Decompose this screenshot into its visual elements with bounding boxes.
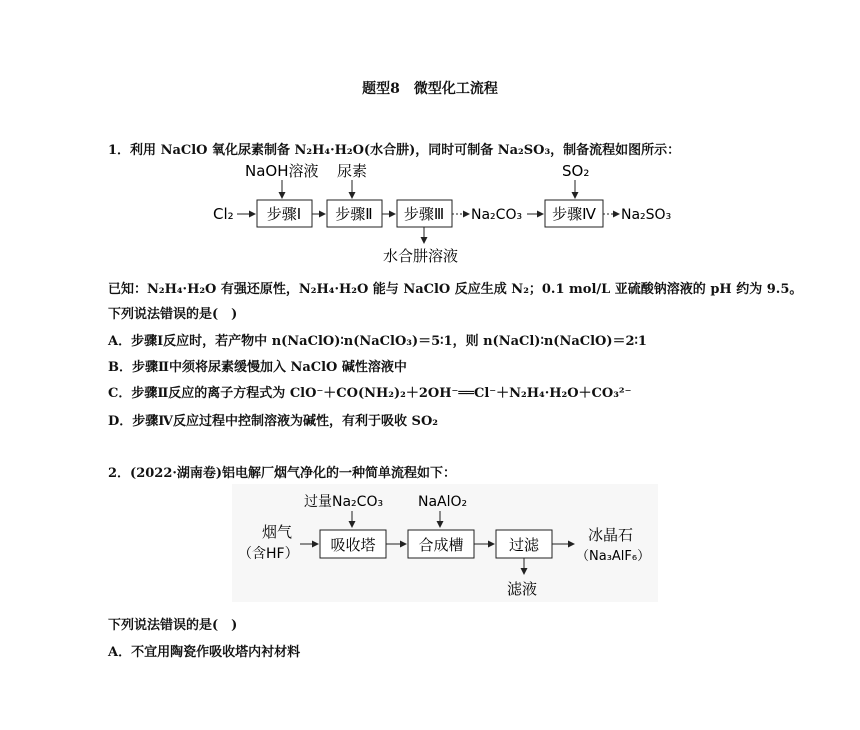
q1-product-na2so3: Na₂SO₃ <box>621 207 672 223</box>
q1-flow-diagram <box>205 158 685 272</box>
q2-prompt: 下列说法错误的是( ) <box>108 618 238 633</box>
q1-prompt: 下列说法错误的是( ) <box>108 307 238 322</box>
q2-box-filter-label: 过滤 <box>508 536 540 554</box>
q1-stem: 1．利用 NaClO 氧化尿素制备 N₂H₄·H₂O(水合肼)，同时可制备 Na₂SO₃，制备流程如图所示： <box>108 143 681 158</box>
q1-option-c: C．步骤Ⅱ反应的离子方程式为 ClO⁻＋CO(NH₂)₂＋2OH⁻══Cl⁻＋N₂H₄·H₂O＋CO₃²⁻ <box>108 386 632 401</box>
q1-output-hydrazine: 水合肼溶液 <box>383 247 459 265</box>
q1-option-a: A．步骤Ⅰ反应时，若产物中 n(NaClO)∶n(NaClO₃)＝5∶1，则 n(NaCl)∶n(NaClO)＝2∶1 <box>108 334 647 349</box>
q1-step4-label: 步骤Ⅳ <box>552 205 596 223</box>
q2-gas-sublabel: （含HF） <box>238 546 299 562</box>
q1-known: 已知：N₂H₄·H₂O 有强还原性，N₂H₄·H₂O 能与 NaClO 反应生成 N₂；0.1 mol/L 亚硫酸钠溶液的 pH 约为 9.5。 <box>108 282 803 297</box>
q1-start-cl2: Cl₂ <box>213 205 234 223</box>
q2-box-synth-label: 合成槽 <box>418 536 464 554</box>
q1-input-naoh: NaOH溶液 <box>245 162 319 180</box>
q1-step3-label: 步骤Ⅲ <box>403 205 445 223</box>
q2-box-absorber-label: 吸收塔 <box>330 536 376 554</box>
q1-mid-na2co3: Na₂CO₃ <box>471 207 523 223</box>
q2-option-a: A．不宜用陶瓷作吸收塔内衬材料 <box>108 645 301 660</box>
q2-input-na2co3: 过量Na₂CO₃ <box>304 494 384 510</box>
q2-product-formula: （Na₃AlF₆） <box>576 549 651 564</box>
q2-gas-label: 烟气 <box>262 523 293 541</box>
q1-input-so2: SO₂ <box>562 162 590 180</box>
q2-stem: 2．(2022·湖南卷)铝电解厂烟气净化的一种简单流程如下： <box>108 466 457 481</box>
q2-input-naalo2: NaAlO₂ <box>418 494 468 510</box>
q2-waste-filtrate: 滤液 <box>507 580 538 598</box>
q1-step1-label: 步骤Ⅰ <box>266 205 302 223</box>
q2-flow-diagram <box>232 484 658 602</box>
q2-product-label: 冰晶石 <box>588 526 634 544</box>
q1-input-urea: 尿素 <box>337 162 368 180</box>
page-title: 题型8 微型化工流程 <box>362 81 498 97</box>
q1-option-b: B．步骤Ⅱ中须将尿素缓慢加入 NaClO 碱性溶液中 <box>108 360 407 375</box>
q1-step2-label: 步骤Ⅱ <box>335 205 373 223</box>
q1-option-d: D．步骤Ⅳ反应过程中控制溶液为碱性，有利于吸收 SO₂ <box>108 414 438 429</box>
